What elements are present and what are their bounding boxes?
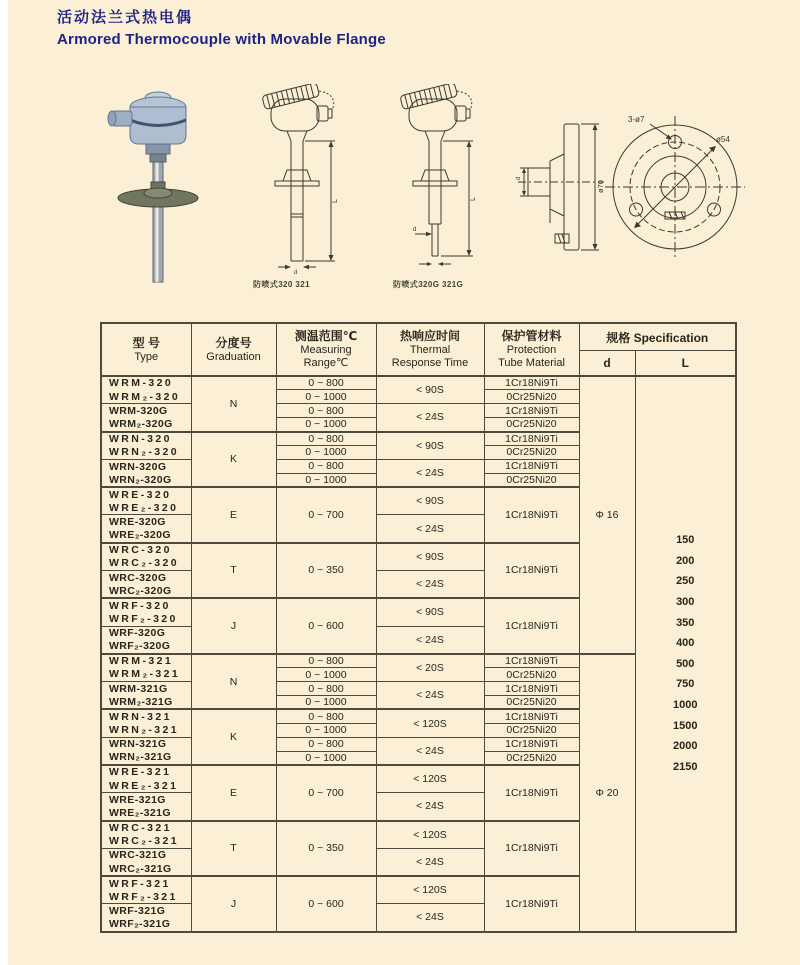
cell-type: WRN₂-320 — [101, 445, 191, 459]
cell-range: 0 ~ 1000 — [276, 473, 376, 487]
dim-label-d: d — [516, 176, 522, 180]
cell-spec-d: Φ 20 — [579, 654, 635, 932]
flange-outline — [275, 170, 319, 186]
l-value: 250 — [676, 575, 695, 588]
cell-type: WRN-320 — [101, 432, 191, 446]
l-value: 500 — [676, 657, 695, 670]
cell-thermal: < 24S — [376, 570, 484, 598]
cell-graduation: T — [191, 543, 276, 599]
col-header-graduation-zh: 分度号 — [215, 335, 252, 350]
cell-protection: 1Cr18Ni9Ti — [484, 459, 579, 473]
cell-range: 0 ~ 1000 — [276, 751, 376, 765]
cell-range: 0 ~ 350 — [276, 543, 376, 599]
cell-range: 0 ~ 1000 — [276, 695, 376, 709]
cell-type: WRC-320 — [101, 543, 191, 557]
l-value: 2150 — [673, 760, 698, 773]
cell-type: WRE-320 — [101, 487, 191, 501]
cell-type: WRE₂-321 — [101, 779, 191, 793]
col-header-spec-label: 规格 Specification — [606, 330, 709, 345]
cell-type: WRC-321 — [101, 821, 191, 835]
flange-detail-drawing — [500, 108, 748, 270]
cell-protection: 0Cr25Ni20 — [484, 668, 579, 682]
cell-protection: 0Cr25Ni20 — [484, 695, 579, 709]
cell-type: WRM₂-320 — [101, 390, 191, 404]
l-value: 200 — [676, 554, 695, 567]
cell-thermal: < 120S — [376, 709, 484, 737]
cell-type: WRF₂-320 — [101, 612, 191, 626]
cell-type: WRN₂-320G — [101, 473, 191, 487]
cell-range: 0 ~ 350 — [276, 821, 376, 877]
cell-type: WRM-320G — [101, 404, 191, 418]
cell-thermal: < 24S — [376, 682, 484, 710]
cell-graduation: N — [191, 654, 276, 710]
thermocouple-photo — [103, 84, 211, 286]
cell-range: 0 ~ 700 — [276, 487, 376, 543]
cell-type: WRF₂-321 — [101, 890, 191, 904]
cell-type: WRF-320G — [101, 626, 191, 640]
dimension-l — [441, 141, 477, 256]
header-row-1 — [101, 323, 736, 351]
cell-type: WRC₂-320 — [101, 557, 191, 571]
cell-protection: 1Cr18Ni9Ti — [484, 543, 579, 599]
cell-protection: 0Cr25Ni20 — [484, 445, 579, 459]
cell-range: 0 ~ 1000 — [276, 445, 376, 459]
drawing-320g — [385, 84, 497, 276]
cell-range: 0 ~ 700 — [276, 765, 376, 821]
drawing-320 — [247, 84, 359, 276]
l-value: 150 — [676, 534, 695, 547]
cell-type: WRM₂-321 — [101, 668, 191, 682]
cell-thermal: < 24S — [376, 515, 484, 543]
cell-type: WRC₂-320G — [101, 584, 191, 598]
cell-type: WRC-320G — [101, 570, 191, 584]
dim-label-l: L — [470, 197, 477, 201]
cell-type: WRF-320 — [101, 598, 191, 612]
cell-graduation: E — [191, 487, 276, 543]
l-value: 1000 — [673, 699, 698, 711]
cell-graduation: J — [191, 876, 276, 932]
cell-protection: 1Cr18Ni9Ti — [484, 765, 579, 821]
spec-table-header — [101, 323, 736, 376]
cell-type: WRN₂-321 — [101, 723, 191, 737]
cell-protection: 0Cr25Ni20 — [484, 751, 579, 765]
dim-label-od54: ø54 — [716, 135, 730, 144]
cell-thermal: < 24S — [376, 737, 484, 765]
cell-spec-d: Φ 16 — [579, 376, 635, 654]
col-header-thermal — [376, 323, 484, 376]
col-header-type-zh: 型 号 — [132, 335, 160, 350]
cell-type: WRN₂-321G — [101, 751, 191, 765]
col-header-graduation — [191, 323, 276, 376]
cell-type: WRE₂-320 — [101, 501, 191, 515]
page-title-zh: 活动法兰式热电偶 — [57, 9, 194, 26]
col-header-range-zh: 测温范围℃ — [294, 329, 358, 343]
dimension-l — [305, 141, 339, 261]
cell-range: 0 ~ 800 — [276, 376, 376, 390]
cell-thermal: < 24S — [376, 848, 484, 876]
thermocouple-head — [108, 92, 186, 162]
protection-tube — [429, 141, 441, 256]
caption-320g: 防喷式320G 321G — [393, 280, 464, 289]
col-header-range-en2: Range℃ — [303, 357, 349, 369]
cell-thermal: < 120S — [376, 821, 484, 849]
cell-protection: 1Cr18Ni9Ti — [484, 682, 579, 696]
col-header-protection-en2: Tube Material — [498, 357, 565, 369]
cell-thermal: < 90S — [376, 376, 484, 404]
cell-type: WRM-320 — [101, 376, 191, 390]
thermocouple-stem — [153, 160, 163, 282]
caption-320: 防喷式320 321 — [253, 280, 310, 289]
cell-thermal: < 24S — [376, 459, 484, 487]
l-value: 1500 — [673, 719, 698, 732]
cell-range: 0 ~ 1000 — [276, 723, 376, 737]
cell-protection: 0Cr25Ni20 — [484, 723, 579, 737]
dim-label-d: d — [294, 270, 298, 276]
cell-thermal: < 90S — [376, 487, 484, 515]
flange-side-view — [518, 124, 604, 250]
cell-protection: 1Cr18Ni9Ti — [484, 821, 579, 877]
cell-graduation: K — [191, 432, 276, 488]
cell-thermal: < 90S — [376, 598, 484, 626]
l-value: 350 — [676, 616, 695, 629]
col-header-thermal-en1: Thermal — [409, 344, 451, 356]
cell-range: 0 ~ 1000 — [276, 668, 376, 682]
col-header-thermal-zh: 热响应时间 — [399, 329, 460, 343]
cell-type: WRN-321 — [101, 709, 191, 723]
spec-table-body — [101, 376, 736, 932]
dimension-d — [278, 265, 316, 276]
col-header-protection — [484, 323, 579, 376]
col-header-thermal-en2: Response Time — [391, 357, 469, 369]
cap-chain — [457, 91, 472, 108]
dim-label-d: d — [413, 227, 417, 233]
cell-type: WRE-321 — [101, 765, 191, 779]
cell-graduation: N — [191, 376, 276, 432]
col-header-range-en1: Measuring — [300, 344, 352, 356]
l-value: 400 — [676, 637, 695, 650]
col-header-graduation-en: Graduation — [206, 350, 261, 363]
cell-range: 0 ~ 800 — [276, 682, 376, 696]
flange-outline — [413, 170, 457, 186]
cell-protection: 0Cr25Ni20 — [484, 418, 579, 432]
cell-type: WRC₂-321G — [101, 862, 191, 876]
cell-thermal: < 24S — [376, 626, 484, 654]
cell-protection: 1Cr18Ni9Ti — [484, 654, 579, 668]
col-header-l: L — [635, 351, 736, 377]
cell-protection: 1Cr18Ni9Ti — [484, 487, 579, 543]
thermocouple-flange — [118, 182, 198, 207]
dimension-holes — [628, 115, 672, 140]
cell-type: WRF-321G — [101, 904, 191, 918]
cell-thermal: < 90S — [376, 432, 484, 460]
cell-thermal: < 20S — [376, 654, 484, 682]
screw-cap — [400, 84, 458, 110]
cell-graduation: K — [191, 709, 276, 765]
col-header-protection-zh: 保护管材料 — [501, 329, 562, 343]
cell-range: 0 ~ 800 — [276, 654, 376, 668]
cell-protection: 1Cr18Ni9Ti — [484, 876, 579, 932]
dim-label-od70: ø70 — [596, 180, 605, 193]
cell-thermal: < 90S — [376, 543, 484, 571]
cell-range: 0 ~ 800 — [276, 737, 376, 751]
cell-range: 0 ~ 600 — [276, 876, 376, 932]
cell-protection: 0Cr25Ni20 — [484, 473, 579, 487]
cell-range: 0 ~ 800 — [276, 459, 376, 473]
cell-graduation: T — [191, 821, 276, 877]
table-row — [101, 376, 736, 390]
cell-range: 0 ~ 1000 — [276, 390, 376, 404]
cell-type: WRE₂-320G — [101, 529, 191, 543]
cell-type: WRE-320G — [101, 515, 191, 529]
cell-graduation: E — [191, 765, 276, 821]
cell-thermal: < 24S — [376, 904, 484, 932]
l-value: 750 — [676, 678, 695, 691]
page-edge — [0, 0, 8, 965]
screw-cap — [262, 84, 320, 110]
cell-type: WRM-321 — [101, 654, 191, 668]
dim-label-holes: 3-ø7 — [628, 115, 645, 124]
cell-type: WRN-321G — [101, 737, 191, 751]
dim-label-l: L — [332, 199, 339, 203]
l-value: 300 — [676, 596, 695, 609]
col-header-d: d — [579, 351, 635, 377]
cell-range: 0 ~ 800 — [276, 404, 376, 418]
col-header-type-en: Type — [134, 350, 159, 363]
cell-type: WRM-321G — [101, 682, 191, 696]
cell-thermal: < 120S — [376, 876, 484, 904]
title-block — [57, 6, 386, 48]
cell-type: WRC₂-321 — [101, 834, 191, 848]
cell-thermal: < 24S — [376, 793, 484, 821]
col-header-range — [276, 323, 376, 376]
cell-protection: 1Cr18Ni9Ti — [484, 376, 579, 390]
cell-protection: 1Cr18Ni9Ti — [484, 709, 579, 723]
cell-type: WRF-321 — [101, 876, 191, 890]
cell-type: WRE-321G — [101, 793, 191, 807]
cell-graduation: J — [191, 598, 276, 654]
cell-protection: 0Cr25Ni20 — [484, 390, 579, 404]
cell-protection: 1Cr18Ni9Ti — [484, 404, 579, 418]
dimension-od70 — [581, 124, 605, 250]
cell-range: 0 ~ 800 — [276, 432, 376, 446]
cell-type: WRM₂-320G — [101, 418, 191, 432]
cap-chain — [319, 91, 334, 108]
spec-table — [100, 322, 737, 933]
cell-thermal: < 120S — [376, 765, 484, 793]
cell-type: WRE₂-321G — [101, 807, 191, 821]
cell-type: WRM₂-321G — [101, 695, 191, 709]
l-value: 2000 — [673, 740, 698, 753]
cell-protection: 1Cr18Ni9Ti — [484, 598, 579, 654]
cell-thermal: < 24S — [376, 404, 484, 432]
cell-range: 0 ~ 600 — [276, 598, 376, 654]
cell-protection: 1Cr18Ni9Ti — [484, 432, 579, 446]
col-header-protection-en1: Protection — [506, 344, 557, 356]
col-header-type — [101, 323, 191, 376]
col-header-spec — [579, 323, 736, 351]
cell-type: WRF₂-320G — [101, 640, 191, 654]
page-title-en: Armored Thermocouple with Movable Flange — [57, 31, 386, 48]
cell-type: WRN-320G — [101, 459, 191, 473]
cell-type: WRC-321G — [101, 848, 191, 862]
cell-protection: 1Cr18Ni9Ti — [484, 737, 579, 751]
protection-tube — [291, 141, 303, 261]
cell-range: 0 ~ 800 — [276, 709, 376, 723]
cell-spec-l — [635, 376, 736, 932]
cell-range: 0 ~ 1000 — [276, 418, 376, 432]
cell-type: WRF₂-321G — [101, 918, 191, 932]
